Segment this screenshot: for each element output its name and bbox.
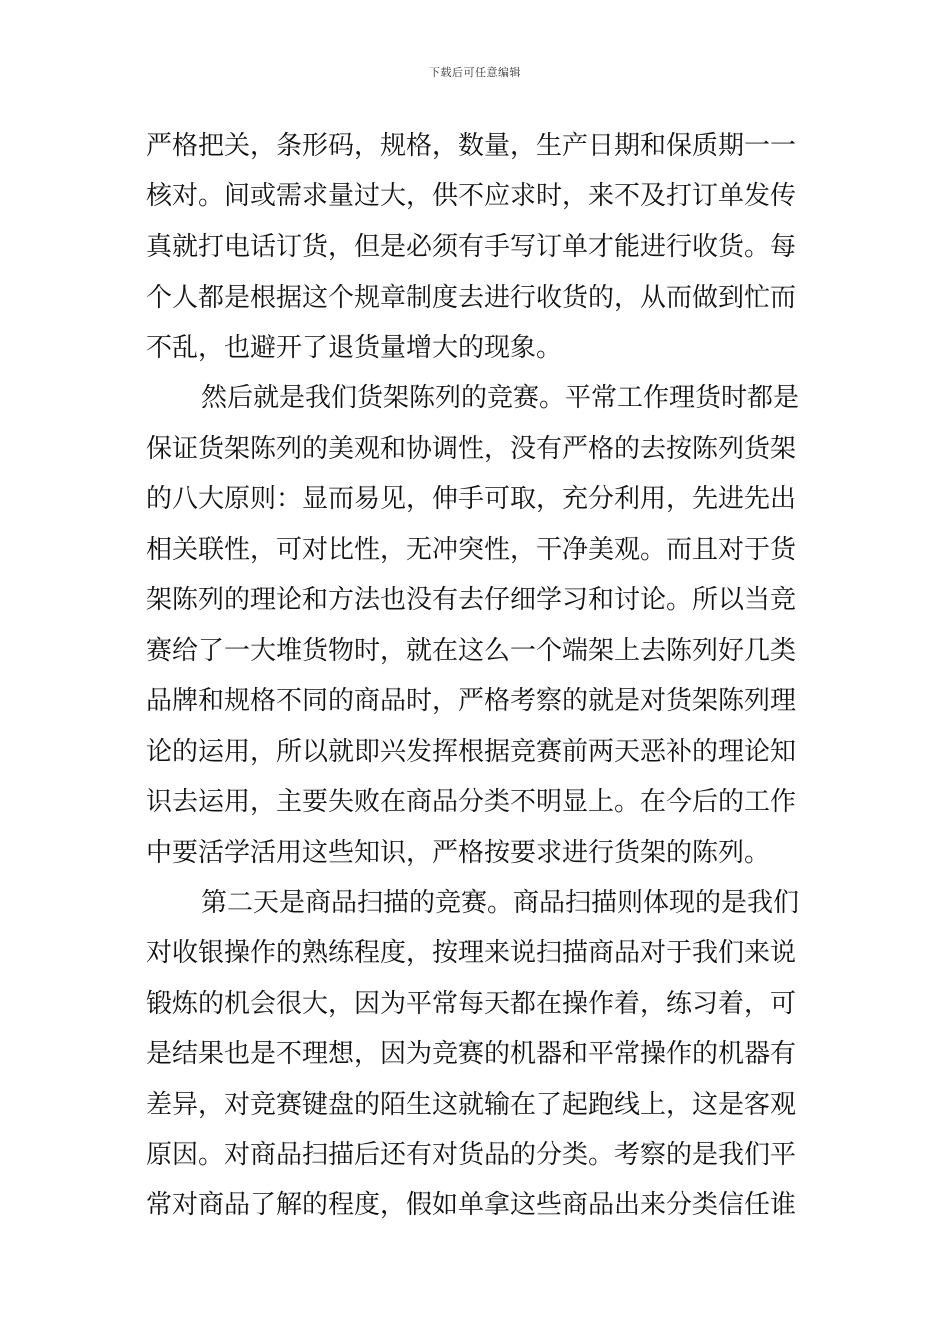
text-line: 相关联性，可对比性，无冲突性，干净美观。而且对于货 [146, 535, 797, 565]
text-line: 真就打电话订货，但是必须有手写订单才能进行收货。每 [146, 232, 797, 262]
text-line: 论的运用，所以就即兴发挥根据竞赛前两天恶补的理论知 [146, 737, 797, 767]
text-line: 对收银操作的熟练程度，按理来说扫描商品对于我们来说 [146, 938, 797, 968]
paragraph-first-line: 第二天是商品扫描的竞赛。商品扫描则体现的是我们 [201, 888, 800, 918]
text-line: 赛给了一大堆货物时，就在这么一个端架上去陈列好几类 [146, 636, 797, 666]
text-line: 架陈列的理论和方法也没有去仔细学习和讨论。所以当竞 [146, 585, 797, 615]
text-line: 的八大原则：显而易见，伸手可取，充分利用，先进先出 [146, 484, 797, 514]
text-line: 保证货架陈列的美观和协调性，没有严格的去按陈列货架 [146, 434, 797, 464]
text-line: 是结果也是不理想，因为竞赛的机器和平常操作的机器有 [146, 1039, 797, 1069]
text-line: 严格把关，条形码，规格，数量，生产日期和保质期一一 [146, 131, 797, 161]
text-line: 识去运用，主要失败在商品分类不明显上。在今后的工作 [146, 787, 797, 817]
paragraph-first-line: 然后就是我们货架陈列的竞赛。平常工作理货时都是 [201, 383, 800, 413]
text-line: 中要活学活用这些知识，严格按要求进行货架的陈列。 [146, 838, 771, 868]
text-line: 不乱，也避开了退货量增大的现象。 [146, 333, 563, 363]
page-header-note: 下载后可任意编辑 [429, 66, 521, 79]
text-line: 原因。对商品扫描后还有对货品的分类。考察的是我们平 [146, 1140, 797, 1170]
text-line: 品牌和规格不同的商品时，严格考察的就是对货架陈列理 [146, 686, 797, 716]
text-line: 锻炼的机会很大，因为平常每天都在操作着，练习着，可 [146, 989, 797, 1019]
text-line: 常对商品了解的程度，假如单拿这些商品出来分类信任谁 [146, 1190, 797, 1220]
text-line: 个人都是根据这个规章制度去进行收货的，从而做到忙而 [146, 283, 797, 313]
text-line: 核对。间或需求量过大，供不应求时，来不及打订单发传 [146, 181, 797, 211]
text-line: 差异，对竞赛键盘的陌生这就输在了起跑线上，这是客观 [146, 1090, 797, 1120]
